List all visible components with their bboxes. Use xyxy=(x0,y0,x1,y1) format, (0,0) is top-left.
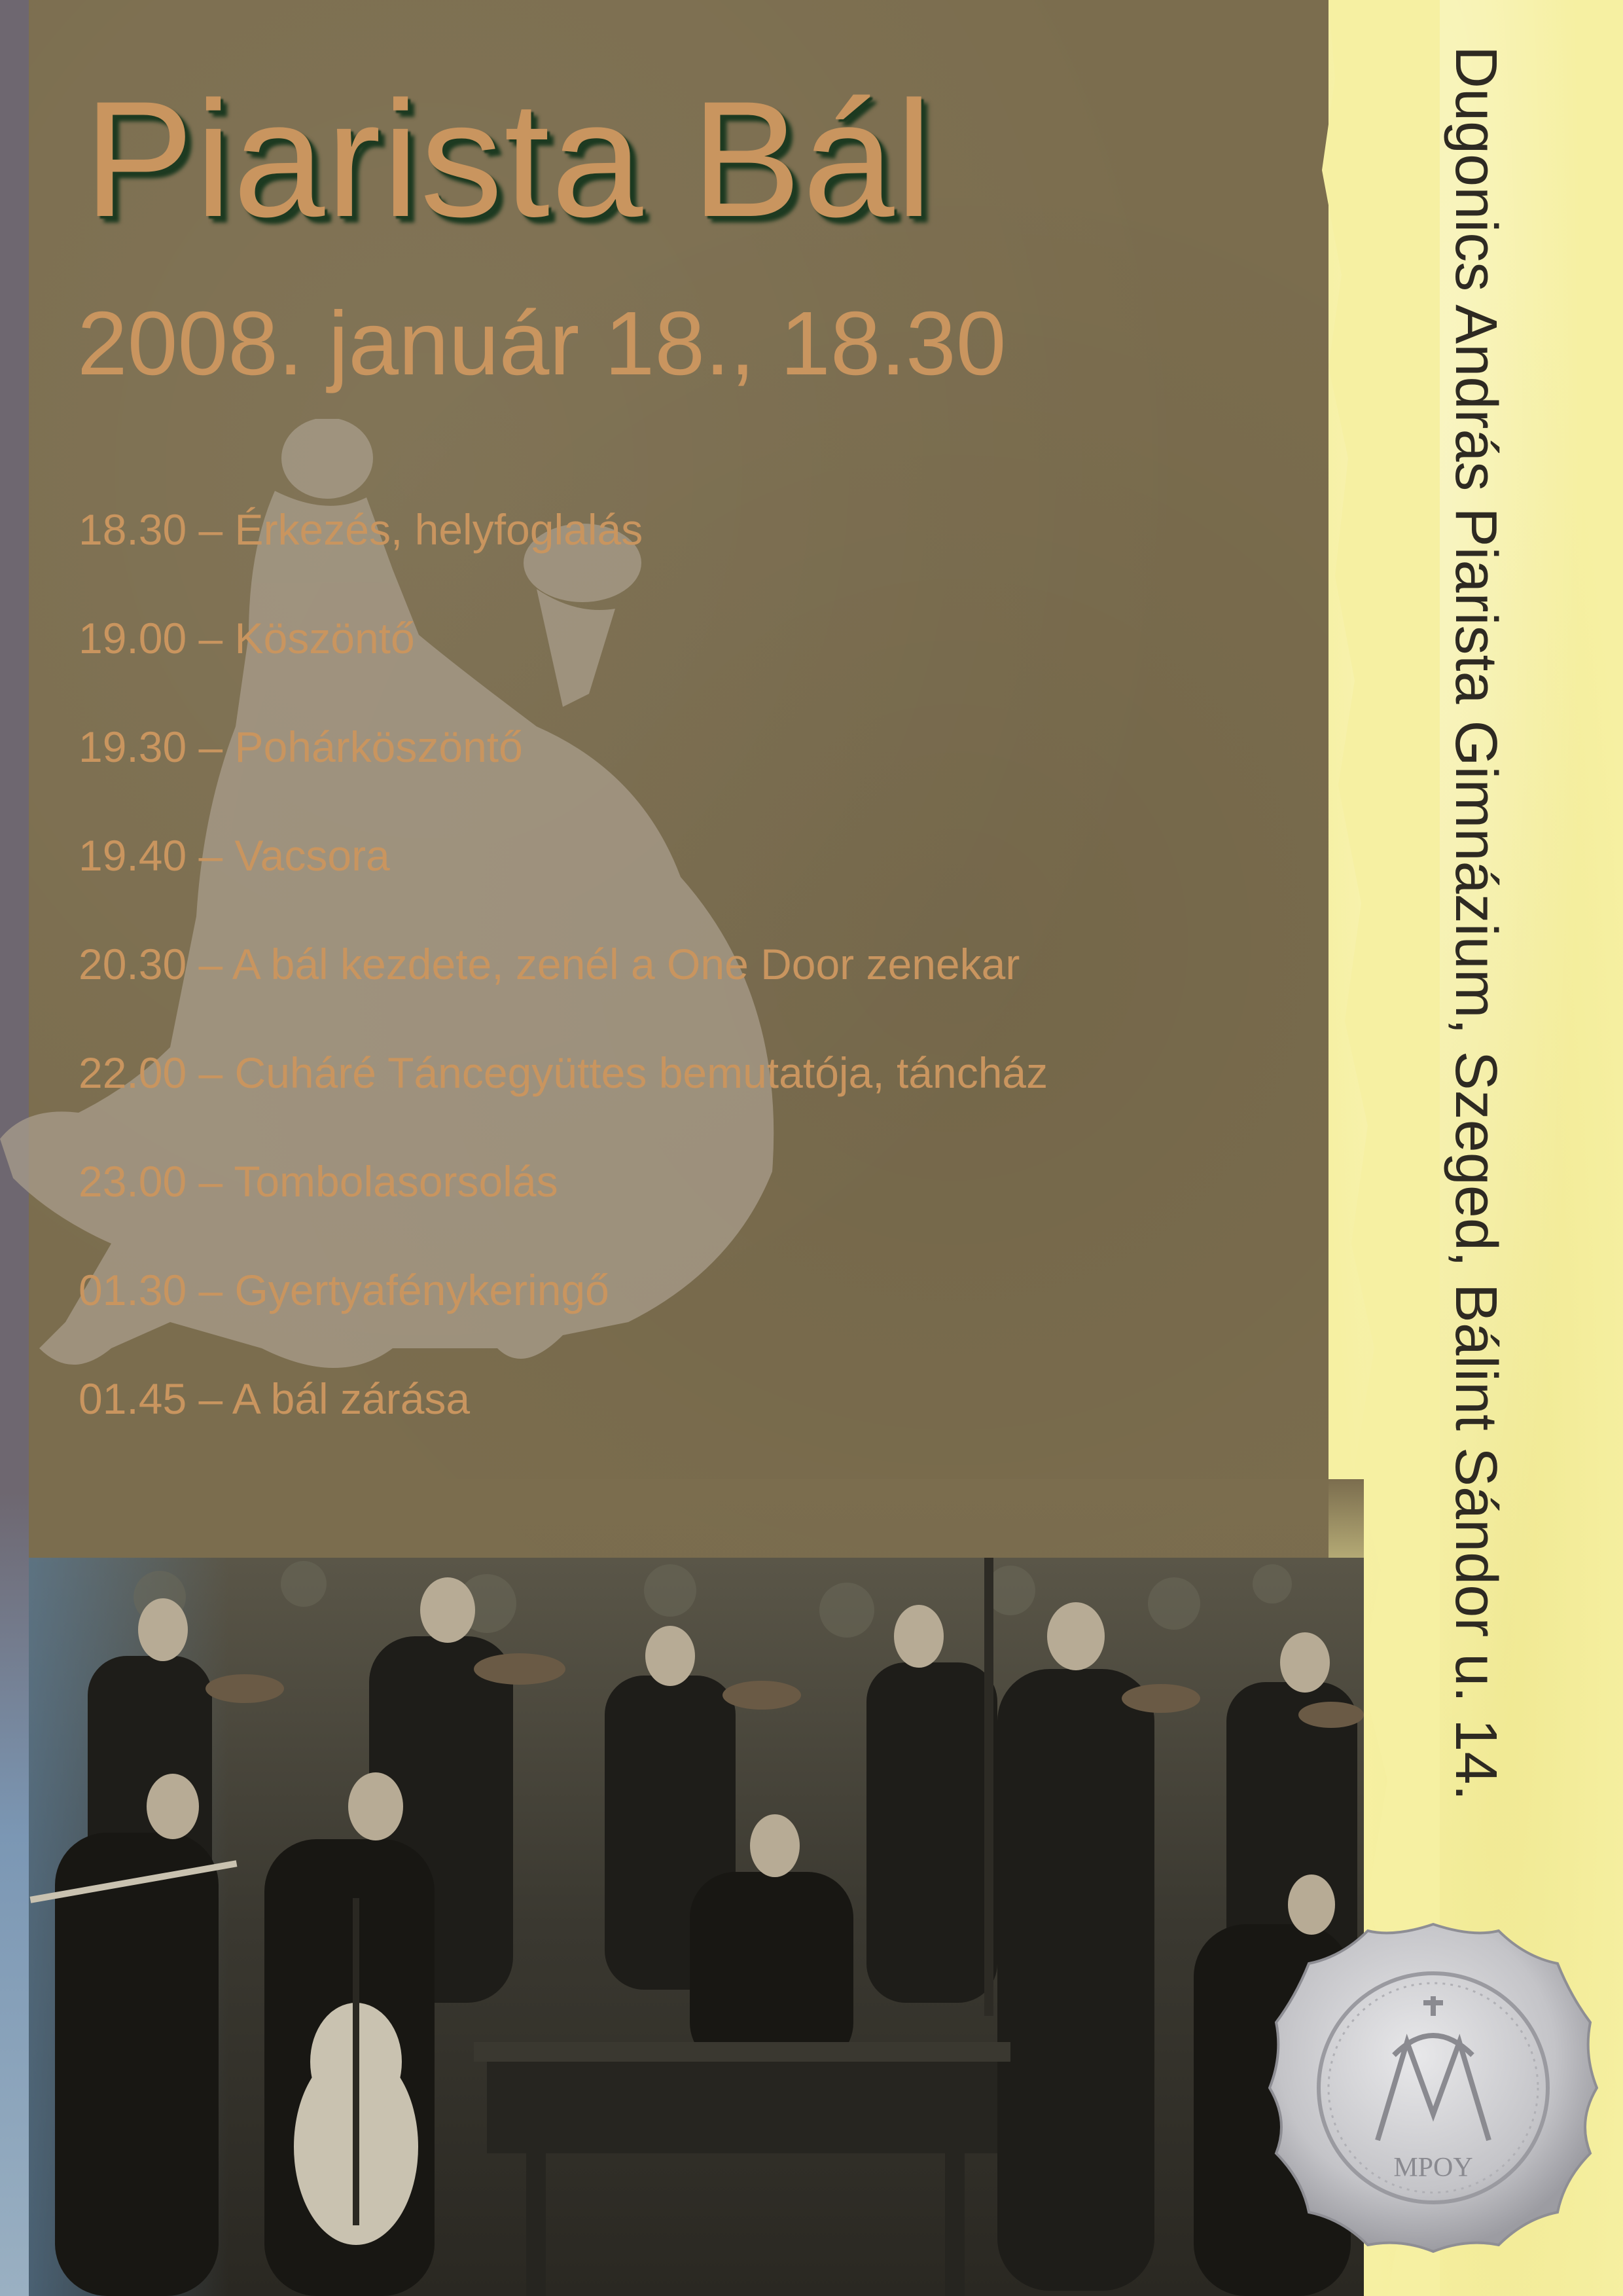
program-item: 20.30 – A bál kezdete, zenél a One Door zenekar xyxy=(79,940,1020,988)
venue-address: Dugonics András Piarista Gimnázium, Szeged, Bálint Sándor u. 14. xyxy=(1443,46,1508,1801)
program-item: 01.30 – Gyertyafénykeringő xyxy=(79,1266,609,1314)
seal-text: MPOY xyxy=(1393,2153,1473,2183)
program-item: 23.00 – Tombolasorsolás xyxy=(79,1157,558,1206)
program-item: 22.00 – Cuháré Táncegyüttes bemutatója, táncház xyxy=(79,1049,1048,1097)
program-item: 19.00 – Köszöntő xyxy=(79,614,415,662)
program-item: 18.30 – Érkezés, helyfoglalás xyxy=(79,505,643,554)
wax-seal-icon xyxy=(1263,1918,1603,2258)
poster-title: Piarista Bál xyxy=(84,67,934,251)
program-list xyxy=(79,504,1048,1482)
orchestra-photo xyxy=(29,1558,1364,2296)
program-item: 19.30 – Pohárköszöntő xyxy=(79,723,523,771)
program-item: 01.45 – A bál zárása xyxy=(79,1374,471,1423)
program-item: 19.40 – Vacsora xyxy=(79,831,390,880)
event-date: 2008. január 18., 18.30 xyxy=(77,293,1007,394)
